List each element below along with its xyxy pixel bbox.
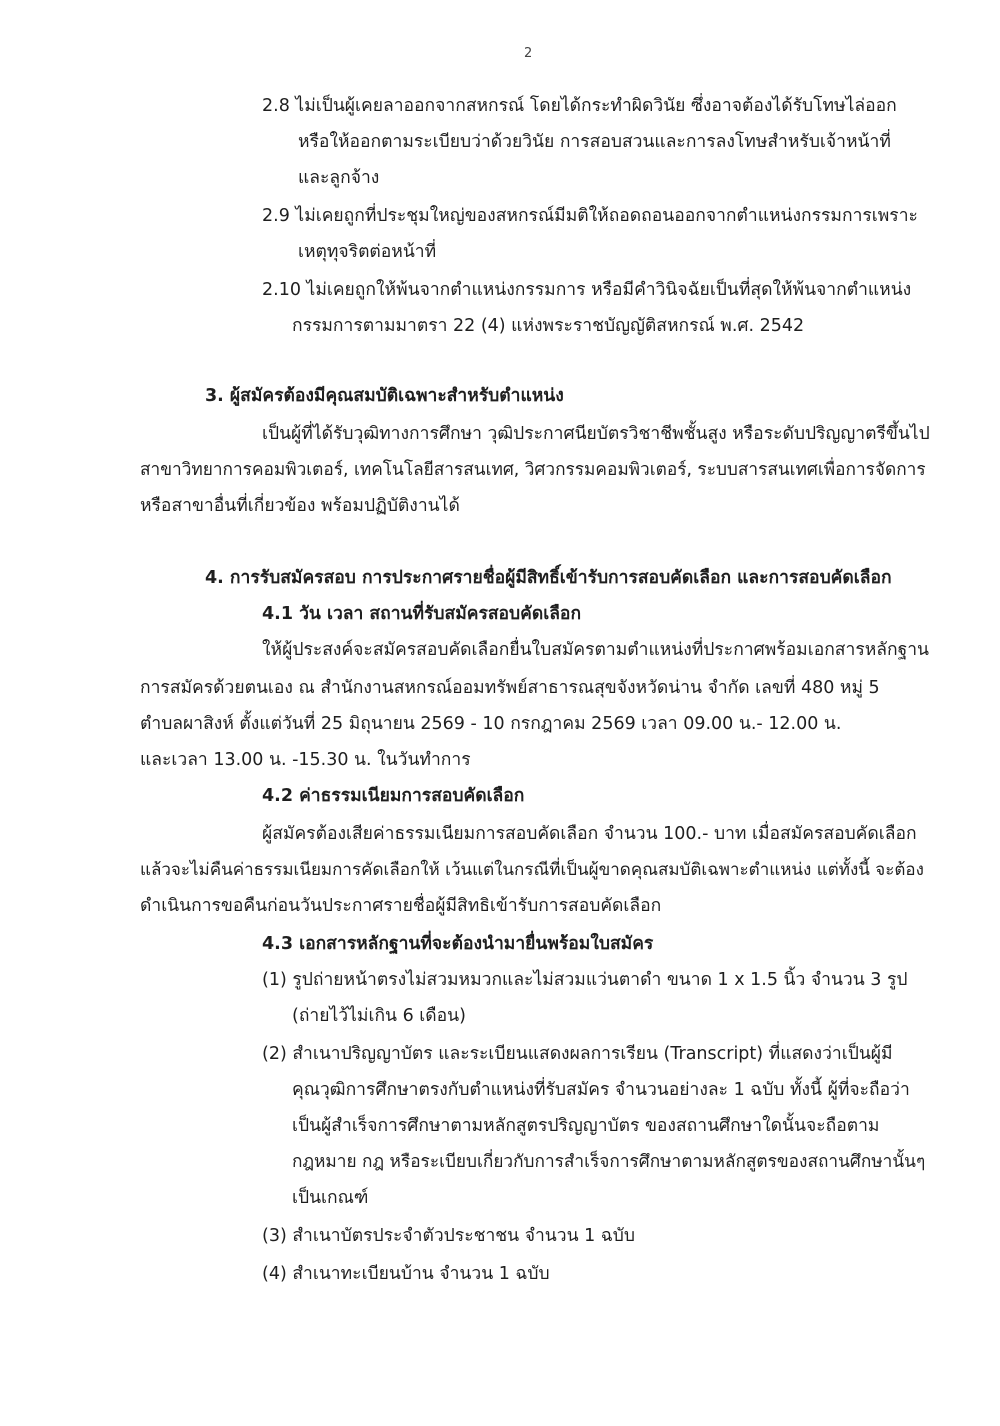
sub-4-1-line-3: ตำบลผาสิงห์ ตั้งแต่วันที่ 25 มิถุนายน 2569 - 10 กรกฎาคม 2569 เวลา 09.00 น.- 12.00 น. [140,714,842,734]
doc-item-3-line-1: (3) สำเนาบัตรประจำตัวประชาชน จำนวน 1 ฉบับ [262,1226,635,1246]
doc-item-2-line-3: เป็นผู้สำเร็จการศึกษาตามหลักสูตรปริญญาบัตร ของสถานศึกษาใดนั้นจะถือตาม [292,1116,880,1136]
sub-4-3-heading: 4.3 เอกสารหลักฐานที่จะต้องนำมายื่นพร้อมใบสมัคร [262,934,654,954]
sub-4-2-line-2: แล้วจะไม่คืนค่าธรรมเนียมการคัดเลือกให้ เว้นแต่ในกรณีที่เป็นผู้ขาดคุณสมบัติเฉพาะตำแหน่ง แต่ทั้งนี้ จะต้อง [140,860,924,880]
item-2-8-line-3: และลูกจ้าง [298,168,380,188]
doc-item-2-line-2: คุณวุฒิการศึกษาตรงกับตำแหน่งที่รับสมัคร จำนวนอย่างละ 1 ฉบับ ทั้งนี้ ผู้ที่จะถือว่า [292,1080,910,1100]
section-3-line-3: หรือสาขาอื่นที่เกี่ยวข้อง พร้อมปฏิบัติงานได้ [140,496,460,516]
doc-item-1-line-2: (ถ่ายไว้ไม่เกิน 6 เดือน) [292,1006,466,1026]
sub-4-1-heading: 4.1 วัน เวลา สถานที่รับสมัครสอบคัดเลือก [262,604,582,624]
doc-item-2-line-4: กฎหมาย กฎ หรือระเบียบเกี่ยวกับการสำเร็จการศึกษาตามหลักสูตรของสถานศึกษานั้นๆ [292,1152,926,1172]
sub-4-1-line-1: ให้ผู้ประสงค์จะสมัครสอบคัดเลือกยื่นใบสมัครตามตำแหน่งที่ประกาศพร้อมเอกสารหลักฐาน [262,640,930,660]
section-4-heading: 4. การรับสมัครสอบ การประกาศรายชื่อผู้มีสิทธิ์เข้ารับการสอบคัดเลือก และการสอบคัดเลือก [205,568,892,588]
section-3-heading: 3. ผู้สมัครต้องมีคุณสมบัติเฉพาะสำหรับตำแหน่ง [205,386,564,406]
doc-item-1-line-1: (1) รูปถ่ายหน้าตรงไม่สวมหมวกและไม่สวมแว่นตาดำ ขนาด 1 x 1.5 นิ้ว จำนวน 3 รูป [262,970,908,990]
item-2-8-line-1: 2.8 ไม่เป็นผู้เคยลาออกจากสหกรณ์ โดยได้กระทำผิดวินัย ซึ่งอาจต้องได้รับโทษไล่ออก [262,96,897,116]
doc-item-2-line-1: (2) สำเนาปริญญาบัตร และระเบียนแสดงผลการเรียน (Transcript) ที่แสดงว่าเป็นผู้มี [262,1044,893,1064]
item-2-9-line-1: 2.9 ไม่เคยถูกที่ประชุมใหญ่ของสหกรณ์มีมติให้ถอดถอนออกจากตำแหน่งกรรมการเพราะ [262,206,918,226]
page-number: 2 [524,46,533,61]
item-2-10-line-2: กรรมการตามมาตรา 22 (4) แห่งพระราชบัญญัติสหกรณ์ พ.ศ. 2542 [292,316,805,336]
doc-item-4-line-1: (4) สำเนาทะเบียนบ้าน จำนวน 1 ฉบับ [262,1264,550,1284]
sub-4-1-line-2: การสมัครด้วยตนเอง ณ สำนักงานสหกรณ์ออมทรัพย์สาธารณสุขจังหวัดน่าน จำกัด เลขที่ 480 หมู่ 5 [140,678,880,698]
item-2-9-line-2: เหตุทุจริตต่อหน้าที่ [298,242,437,262]
sub-4-2-heading: 4.2 ค่าธรรมเนียมการสอบคัดเลือก [262,786,525,806]
item-2-10-line-1: 2.10 ไม่เคยถูกให้พ้นจากตำแหน่งกรรมการ หรือมีคำวินิจฉัยเป็นที่สุดให้พ้นจากตำแหน่ง [262,280,912,300]
sub-4-1-line-4: และเวลา 13.00 น. -15.30 น. ในวันทำการ [140,750,471,770]
sub-4-2-line-1: ผู้สมัครต้องเสียค่าธรรมเนียมการสอบคัดเลือก จำนวน 100.- บาท เมื่อสมัครสอบคัดเลือก [262,824,917,844]
sub-4-2-line-3: ดำเนินการขอคืนก่อนวันประกาศรายชื่อผู้มีสิทธิเข้ารับการสอบคัดเลือก [140,896,662,916]
section-3-line-2: สาขาวิทยาการคอมพิวเตอร์, เทคโนโลยีสารสนเทศ, วิศวกรรมคอมพิวเตอร์, ระบบสารสนเทศเพื่อการจัดการ [140,460,926,480]
doc-item-2-line-5: เป็นเกณฑ์ [292,1188,369,1208]
section-3-line-1: เป็นผู้ที่ได้รับวุฒิทางการศึกษา วุฒิประกาศนียบัตรวิชาชีพชั้นสูง หรือระดับปริญญาตรีขึ้นไป [262,424,930,444]
item-2-8-line-2: หรือให้ออกตามระเบียบว่าด้วยวินัย การสอบสวนและการลงโทษสำหรับเจ้าหน้าที่ [298,132,891,152]
